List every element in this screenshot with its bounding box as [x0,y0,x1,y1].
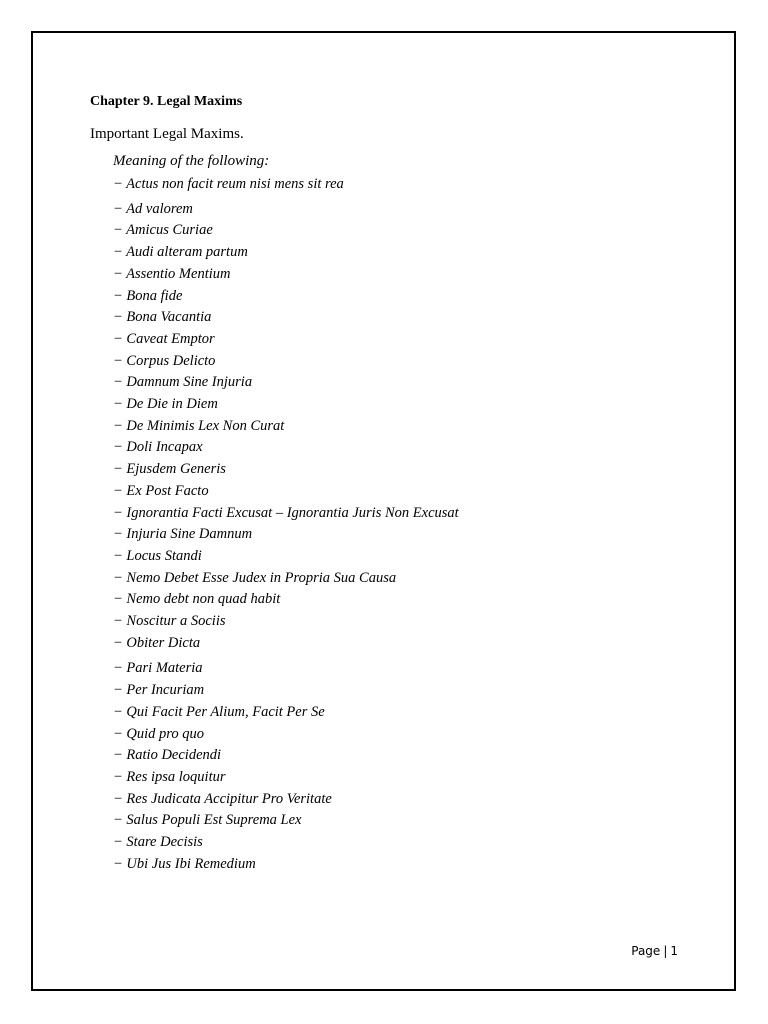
maxim-item [113,503,459,525]
maxim-text: Injuria Sine Damnum [126,526,253,543]
maxim-text: Ubi Jus Ibi Remedium [126,855,256,872]
list-marker: − [113,222,123,239]
maxim-text: Ex Post Facto [126,482,209,499]
maxim-text: Ad valorem [126,200,193,217]
page-label: Page [631,944,661,958]
list-marker: − [113,244,123,261]
page-footer [631,942,678,960]
maxim-item [113,611,459,633]
list-marker: − [113,176,123,192]
maxim-item [113,724,459,746]
maxim-item [113,832,459,854]
maxim-item [113,242,459,264]
list-intro: Meaning of the following: [113,153,270,169]
list-marker: − [113,526,123,543]
maxim-item [113,329,459,351]
maxim-item [113,524,459,546]
maxim-text: Per Incuriam [126,682,205,699]
list-marker: − [113,768,123,785]
maxim-text: Qui Facit Per Alium, Facit Per Se [126,703,325,720]
maxim-text: Res ipsa loquitur [126,768,226,785]
maxim-item [113,459,459,481]
maxim-item [113,568,459,590]
list-marker: − [113,374,123,391]
maxim-text: Quid pro quo [126,725,205,742]
list-marker: − [113,790,123,807]
maxim-text: Salus Populi Est Suprema Lex [126,812,302,829]
list-marker: − [113,725,123,742]
maxim-item [113,589,459,611]
list-marker: − [113,330,123,347]
list-marker: − [113,591,123,608]
maxim-text: Doli Incapax [126,439,203,456]
maxim-text: Stare Decisis [126,834,203,851]
list-marker: − [113,747,123,764]
list-marker: − [113,504,123,521]
maxim-text: Assentio Mentium [126,265,231,282]
maxim-item [113,767,459,789]
list-marker: − [113,439,123,456]
maxim-text: De Die in Diem [126,396,218,413]
maxim-item [113,658,459,680]
maxim-item [113,745,459,767]
list-marker: − [113,417,123,434]
list-marker: − [113,482,123,499]
maxim-item [113,394,459,416]
maxim-text: Nemo debt non quad habit [126,591,281,608]
maxim-text: Bona fide [126,287,183,304]
maxim-text: Pari Materia [126,660,203,677]
maxim-item [113,810,459,832]
maxim-text: Ignorantia Facti Excusat – Ignorantia Juris Non Excusat [126,504,459,521]
maxim-item [113,437,459,459]
list-marker: − [113,547,123,564]
maxim-item [113,546,459,568]
maxim-text: Nemo Debet Esse Judex in Propria Sua Causa [126,569,397,586]
list-marker: − [113,834,123,851]
maxim-item [113,220,459,242]
maxim-item [113,416,459,438]
list-marker: − [113,265,123,282]
chapter-title: Chapter 9. Legal Maxims [90,94,243,109]
maxim-text: Caveat Emptor [126,330,215,347]
maxim-text: Bona Vacantia [126,309,212,326]
list-marker: − [113,660,123,677]
maxim-text: Res Judicata Accipitur Pro Veritate [126,790,332,807]
maxim-text: Actus non facit reum nisi mens sit rea [126,176,344,192]
maxim-text: Audi alteram partum [126,244,248,261]
list-marker: − [113,682,123,699]
list-marker: − [113,703,123,720]
maxim-item [113,680,459,702]
list-marker: − [113,396,123,413]
maxim-text: Ratio Decidendi [126,747,222,764]
maxim-text: Damnum Sine Injuria [126,374,253,391]
maxim-item [113,854,459,876]
maxim-item [113,789,459,811]
list-marker: − [113,287,123,304]
maxim-text: Locus Standi [126,547,202,564]
maxim-item [113,307,459,329]
maxim-item [113,286,459,308]
list-marker: − [113,309,123,326]
maxim-text: Corpus Delicto [126,352,216,369]
list-marker: − [113,812,123,829]
page-number: 1 [670,944,678,958]
maxim-item [113,702,459,724]
maxim-item [113,481,459,503]
maxim-item [113,264,459,286]
maxim-item [113,199,459,221]
section-subtitle: Important Legal Maxims. [90,126,244,142]
list-marker: − [113,613,123,630]
list-marker: − [113,461,123,478]
list-marker: − [113,634,123,651]
maxim-text: Amicus Curiae [126,222,213,239]
maxim-text: De Minimis Lex Non Curat [126,417,285,434]
maxim-item [113,372,459,394]
maxim-text: Noscitur a Sociis [126,613,226,630]
maxim-item [113,633,459,655]
maxim-item [113,174,459,196]
maxim-text: Obiter Dicta [126,634,201,651]
list-marker: − [113,569,123,586]
maxim-text: Ejusdem Generis [126,461,226,478]
list-marker: − [113,352,123,369]
list-marker: − [113,200,123,217]
list-marker: − [113,855,123,872]
page-separator: | [663,944,668,958]
maxim-list [113,174,459,876]
maxim-item [113,351,459,373]
